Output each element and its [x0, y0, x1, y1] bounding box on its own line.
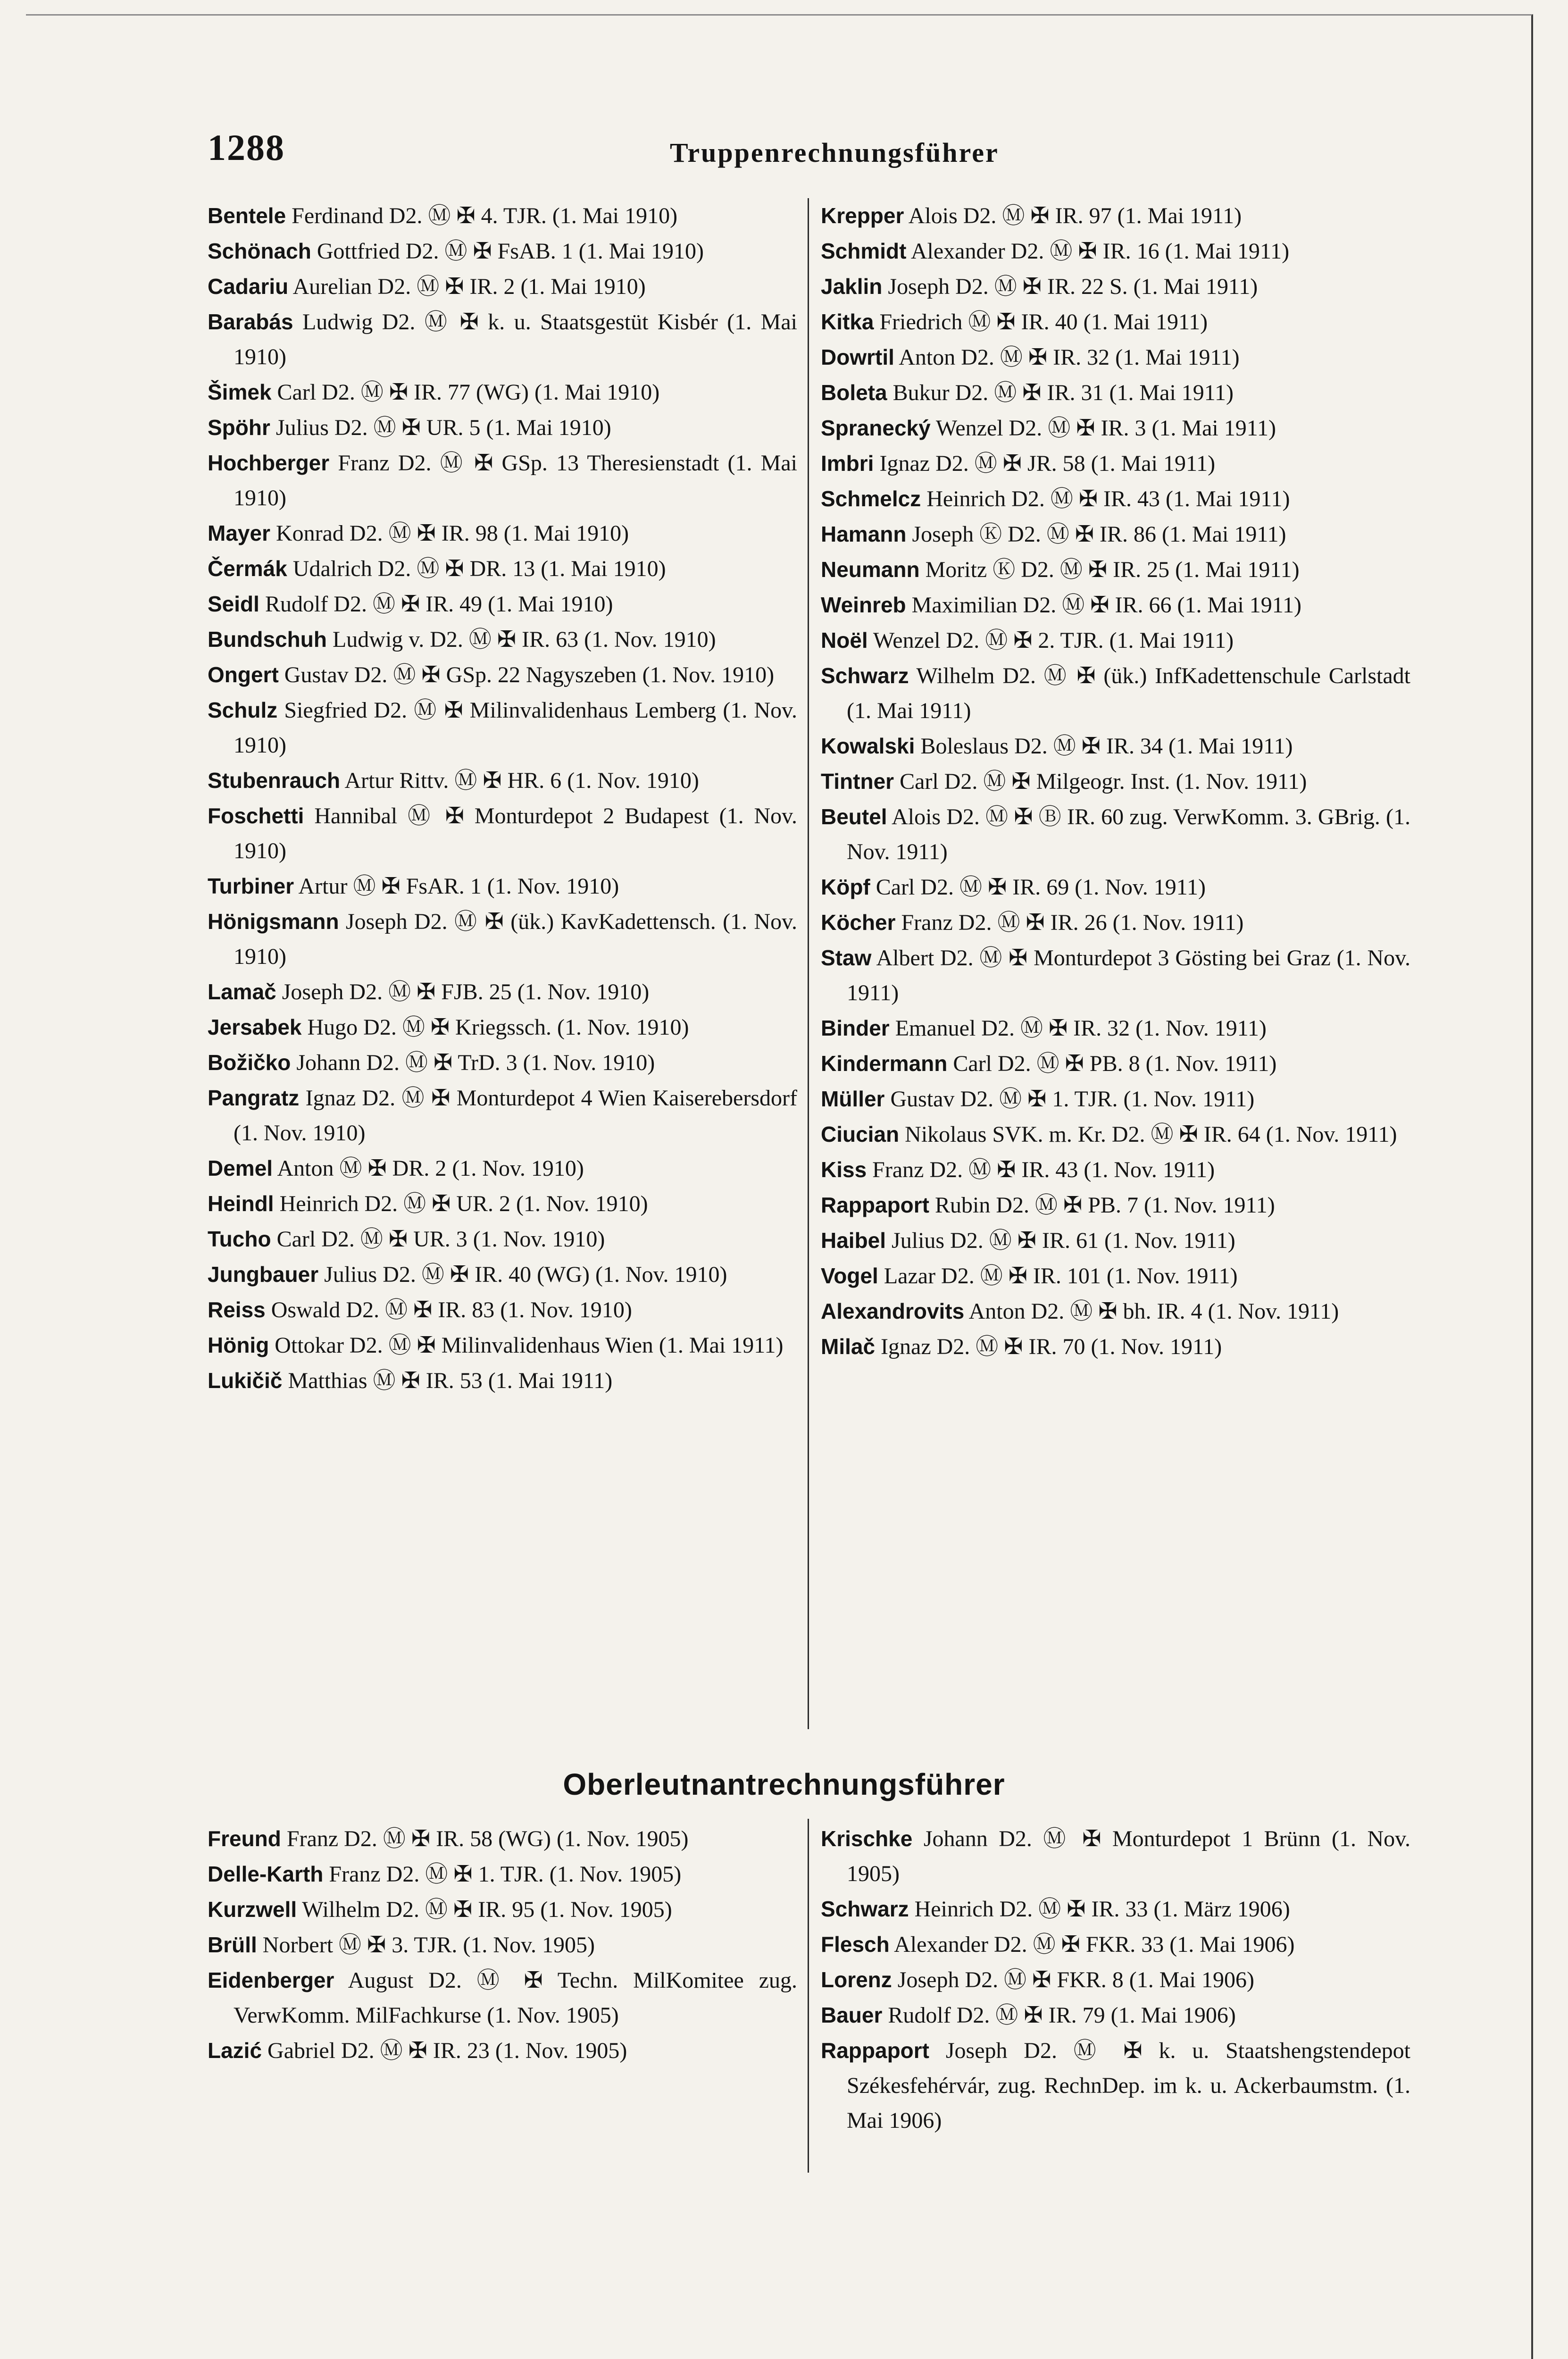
- officer-details: Friedrich Ⓜ ✠ IR. 40 (1. Mai 1911): [879, 310, 1208, 335]
- officer-surname: Ongert: [208, 662, 279, 687]
- officer-surname: Köpf: [821, 875, 870, 899]
- section-title: Oberleutnantrechnungsführer: [563, 1767, 1005, 1801]
- officer-details: Aurelian D2. Ⓜ ✠ IR. 2 (1. Mai 1910): [292, 274, 646, 299]
- officer-details: Carl D2. Ⓜ ✠ IR. 77 (WG) (1. Mai 1910): [277, 380, 660, 405]
- officer-entry: [821, 658, 1410, 728]
- officer-details: Joseph D2. Ⓜ ✠ k. u. Staatshengstendepot Székesfehérvár, zug. RechnDep. im k. u. Ackerbaumstm. (1. Mai 1906): [847, 2038, 1410, 2133]
- officer-entry: [208, 269, 797, 304]
- officer-details: Anton D2. Ⓜ ✠ bh. IR. 4 (1. Nov. 1911): [968, 1299, 1339, 1324]
- officer-entry: [208, 375, 797, 410]
- officer-surname: Eidenberger: [208, 1968, 334, 1992]
- officer-surname: Noël: [821, 628, 868, 652]
- officer-entry: [821, 340, 1410, 375]
- officer-surname: Barabás: [208, 310, 293, 334]
- officer-details: Johann D2. Ⓜ ✠ TrD. 3 (1. Nov. 1910): [296, 1050, 655, 1075]
- officer-details: Maximilian D2. Ⓜ ✠ IR. 66 (1. Mai 1911): [911, 593, 1302, 618]
- officer-details: Franz D2. Ⓜ ✠ IR. 43 (1. Nov. 1911): [872, 1157, 1215, 1182]
- officer-details: Emanuel D2. Ⓜ ✠ IR. 32 (1. Nov. 1911): [895, 1016, 1267, 1041]
- officer-entry: [208, 1186, 797, 1221]
- officer-entry: [208, 869, 797, 904]
- officer-details: Julius D2. Ⓜ ✠ IR. 40 (WG) (1. Nov. 1910): [324, 1262, 727, 1287]
- officer-entry: [821, 481, 1410, 517]
- officer-details: Joseph D2. Ⓜ ✠ FKR. 8 (1. Mai 1906): [897, 1967, 1254, 1992]
- officer-entry: [821, 304, 1410, 340]
- officer-surname: Turbiner: [208, 874, 294, 898]
- officer-surname: Alexandrovits: [821, 1299, 965, 1323]
- officer-surname: Hamann: [821, 522, 907, 546]
- officer-details: Albert D2. Ⓜ ✠ Monturdepot 3 Gösting bei Graz (1. Nov. 1911): [847, 945, 1410, 1005]
- officer-entry: [821, 198, 1410, 234]
- officer-surname: Boleta: [821, 380, 887, 405]
- officer-entry: [208, 1927, 797, 1963]
- officer-details: Franz D2. Ⓜ ✠ IR. 26 (1. Nov. 1911): [901, 910, 1244, 935]
- officer-surname: Krischke: [821, 1826, 913, 1851]
- officer-entry: [208, 1963, 797, 2033]
- officer-details: Anton Ⓜ ✠ DR. 2 (1. Nov. 1910): [277, 1156, 584, 1181]
- officer-details: Anton D2. Ⓜ ✠ IR. 32 (1. Mai 1911): [899, 345, 1240, 370]
- officer-details: Ferdinand D2. Ⓜ ✠ 4. TJR. (1. Mai 1910): [292, 203, 678, 228]
- officer-entry: [821, 1891, 1410, 1927]
- officer-surname: Seidl: [208, 592, 259, 616]
- officer-surname: Čermák: [208, 556, 287, 581]
- officer-details: Matthias Ⓜ ✠ IR. 53 (1. Mai 1911): [288, 1368, 613, 1393]
- officer-entry: [208, 516, 797, 551]
- officer-details: Norbert Ⓜ ✠ 3. TJR. (1. Nov. 1905): [262, 1932, 595, 1957]
- officer-entry: [821, 1962, 1410, 1998]
- section2-right-column: [821, 1821, 1410, 2138]
- officer-details: Artur Ⓜ ✠ FsAR. 1 (1. Nov. 1910): [298, 874, 619, 899]
- officer-details: Joseph Ⓚ D2. Ⓜ ✠ IR. 86 (1. Mai 1911): [912, 522, 1286, 547]
- officer-entry: [821, 269, 1410, 304]
- officer-entry: [208, 1328, 797, 1363]
- officer-entry: [208, 304, 797, 375]
- officer-surname: Hönig: [208, 1333, 269, 1357]
- officer-entry: [821, 1927, 1410, 1962]
- officer-surname: Tintner: [821, 769, 894, 794]
- officer-details: Rudolf D2. Ⓜ ✠ IR. 79 (1. Mai 1906): [888, 2003, 1236, 2028]
- officer-surname: Pangratz: [208, 1086, 300, 1110]
- officer-surname: Reiss: [208, 1297, 266, 1322]
- officer-surname: Rappaport: [821, 1193, 929, 1217]
- officer-entry: [821, 375, 1410, 410]
- officer-entry: [821, 1223, 1410, 1258]
- officer-surname: Schmelcz: [821, 486, 921, 511]
- officer-details: Wilhelm D2. Ⓜ ✠ (ük.) InfKadettenschule Carlstadt (1. Mai 1911): [847, 663, 1410, 723]
- officer-entry: [208, 904, 797, 974]
- officer-details: Alois D2. Ⓜ ✠ IR. 97 (1. Mai 1911): [908, 203, 1242, 228]
- column-divider: [808, 198, 809, 1729]
- officer-surname: Spöhr: [208, 415, 270, 440]
- officer-details: Gustav D2. Ⓜ ✠ 1. TJR. (1. Nov. 1911): [890, 1087, 1255, 1112]
- officer-entry: [208, 1292, 797, 1328]
- officer-surname: Jersabek: [208, 1015, 302, 1039]
- officer-details: Hugo D2. Ⓜ ✠ Kriegssch. (1. Nov. 1910): [307, 1015, 689, 1040]
- officer-entry: [208, 234, 797, 269]
- officer-entry: [821, 2033, 1410, 2138]
- officer-details: Julius D2. Ⓜ ✠ UR. 5 (1. Mai 1910): [275, 415, 611, 440]
- officer-details: Artur Rittv. Ⓜ ✠ HR. 6 (1. Nov. 1910): [344, 768, 699, 793]
- officer-details: Ignaz D2. Ⓜ ✠ IR. 70 (1. Nov. 1911): [881, 1334, 1222, 1359]
- officer-details: Nikolaus SVK. m. Kr. D2. Ⓜ ✠ IR. 64 (1. Nov. 1911): [905, 1122, 1397, 1147]
- officer-entry: [208, 1010, 797, 1045]
- officer-entry: [208, 622, 797, 657]
- officer-surname: Hönigsmann: [208, 909, 339, 934]
- officer-details: August D2. Ⓜ ✠ Techn. MilKomitee zug. VerwKomm. MilFachkurse (1. Nov. 1905): [234, 1968, 797, 2028]
- officer-details: Julius D2. Ⓜ ✠ IR. 61 (1. Nov. 1911): [892, 1228, 1235, 1253]
- officer-surname: Krepper: [821, 203, 904, 228]
- officer-entry: [208, 1857, 797, 1892]
- officer-details: Wenzel D2. Ⓜ ✠ IR. 3 (1. Mai 1911): [935, 416, 1276, 441]
- officer-surname: Flesch: [821, 1932, 890, 1957]
- officer-surname: Mayer: [208, 521, 270, 545]
- officer-details: Carl D2. Ⓜ ✠ UR. 3 (1. Nov. 1910): [276, 1227, 605, 1252]
- officer-entry: [821, 552, 1410, 587]
- officer-details: Bukur D2. Ⓜ ✠ IR. 31 (1. Mai 1911): [892, 380, 1234, 405]
- officer-surname: Jaklin: [821, 274, 883, 299]
- officer-entry: [821, 1329, 1410, 1364]
- officer-surname: Bundschuh: [208, 627, 327, 652]
- officer-entry: [821, 1081, 1410, 1117]
- officer-surname: Schmidt: [821, 239, 907, 263]
- officer-surname: Ciucian: [821, 1122, 900, 1146]
- officer-details: Heinrich D2. Ⓜ ✠ IR. 33 (1. März 1906): [914, 1897, 1290, 1922]
- officer-surname: Lorenz: [821, 1967, 892, 1992]
- officer-entry: [821, 905, 1410, 940]
- officer-details: Johann D2. Ⓜ ✠ Monturdepot 1 Brünn (1. Nov. 1905): [847, 1826, 1411, 1886]
- officer-details: Gottfried D2. Ⓜ ✠ FsAB. 1 (1. Mai 1910): [317, 239, 704, 264]
- officer-details: Boleslaus D2. Ⓜ ✠ IR. 34 (1. Mai 1911): [920, 734, 1293, 759]
- officer-surname: Kiss: [821, 1157, 867, 1182]
- officer-details: Alexander D2. Ⓜ ✠ IR. 16 (1. Mai 1911): [910, 239, 1290, 264]
- officer-surname: Freund: [208, 1826, 281, 1851]
- officer-surname: Spranecký: [821, 416, 931, 440]
- officer-entry: [821, 517, 1410, 552]
- officer-details: Rubin D2. Ⓜ ✠ PB. 7 (1. Nov. 1911): [935, 1193, 1275, 1218]
- officer-details: Joseph D2. Ⓜ ✠ IR. 22 S. (1. Mai 1911): [888, 274, 1258, 299]
- officer-details: Hannibal Ⓜ ✠ Monturdepot 2 Budapest (1. Nov. 1910): [234, 803, 797, 863]
- officer-surname: Schönach: [208, 239, 311, 263]
- running-title: Truppenrechnungsführer: [670, 137, 999, 168]
- officer-surname: Haibel: [821, 1228, 886, 1253]
- column-divider: [808, 1819, 809, 2173]
- officer-surname: Kindermann: [821, 1051, 948, 1076]
- officer-entry: [208, 1892, 797, 1927]
- officer-surname: Lazić: [208, 2038, 262, 2063]
- officer-details: Siegfried D2. Ⓜ ✠ Milinvalidenhaus Lemberg (1. Nov. 1910): [234, 698, 798, 758]
- officer-details: Joseph D2. Ⓜ ✠ (ük.) KavKadettensch. (1. Nov. 1910): [234, 909, 797, 969]
- officer-surname: Weinreb: [821, 593, 906, 617]
- officer-surname: Lamač: [208, 979, 276, 1004]
- officer-entry: [821, 446, 1410, 481]
- officer-surname: Bauer: [821, 2003, 883, 2027]
- officer-entry: [208, 1363, 797, 1398]
- officer-details: Heinrich D2. Ⓜ ✠ IR. 43 (1. Mai 1911): [926, 486, 1290, 511]
- officer-entry: [208, 693, 797, 763]
- officer-entry: [208, 798, 797, 869]
- officer-entry: [208, 1151, 797, 1186]
- officer-details: Ottokar D2. Ⓜ ✠ Milinvalidenhaus Wien (1. Mai 1911): [275, 1333, 784, 1358]
- officer-surname: Kurzwell: [208, 1897, 297, 1922]
- officer-surname: Dowrtil: [821, 345, 894, 369]
- officer-surname: Lukičič: [208, 1368, 283, 1393]
- officer-entry: [821, 587, 1410, 623]
- officer-entry: [208, 1080, 797, 1151]
- officer-details: Rudolf D2. Ⓜ ✠ IR. 49 (1. Mai 1910): [265, 592, 613, 617]
- officer-details: Franz D2. Ⓜ ✠ 1. TJR. (1. Nov. 1905): [329, 1862, 682, 1887]
- officer-entry: [821, 728, 1410, 764]
- officer-entry: [208, 657, 797, 693]
- officer-entry: [208, 1257, 797, 1292]
- officer-details: Gabriel D2. Ⓜ ✠ IR. 23 (1. Nov. 1905): [267, 2038, 627, 2063]
- officer-details: Carl D2. Ⓜ ✠ Milgeogr. Inst. (1. Nov. 1911): [900, 769, 1307, 794]
- officer-surname: Schwarz: [821, 663, 909, 688]
- officer-surname: Imbri: [821, 451, 874, 476]
- officer-surname: Heindl: [208, 1191, 274, 1216]
- officer-details: Moritz Ⓚ D2. Ⓜ ✠ IR. 25 (1. Mai 1911): [925, 557, 1300, 582]
- officer-surname: Kitka: [821, 310, 874, 334]
- officer-entry: [821, 234, 1410, 269]
- officer-details: Ludwig v. D2. Ⓜ ✠ IR. 63 (1. Nov. 1910): [332, 627, 716, 652]
- officer-surname: Tucho: [208, 1227, 271, 1251]
- officer-surname: Schwarz: [821, 1897, 909, 1921]
- officer-entry: [821, 1258, 1410, 1294]
- officer-entry: [821, 410, 1410, 446]
- officer-entry: [821, 940, 1410, 1011]
- officer-surname: Božičko: [208, 1050, 291, 1075]
- officer-surname: Stubenrauch: [208, 768, 341, 793]
- officer-entry: [208, 410, 797, 445]
- officer-surname: Delle-Karth: [208, 1862, 324, 1886]
- officer-entry: [208, 974, 797, 1010]
- officer-entry: [821, 1821, 1410, 1891]
- officer-details: Konrad D2. Ⓜ ✠ IR. 98 (1. Mai 1910): [275, 521, 629, 546]
- officer-details: Heinrich D2. Ⓜ ✠ UR. 2 (1. Nov. 1910): [279, 1191, 648, 1216]
- officer-surname: Vogel: [821, 1263, 878, 1288]
- officer-entry: [208, 2033, 797, 2068]
- officer-entry: [821, 799, 1410, 870]
- officer-surname: Cadariu: [208, 274, 289, 299]
- officer-details: Joseph D2. Ⓜ ✠ FJB. 25 (1. Nov. 1910): [282, 979, 650, 1004]
- officer-details: Oswald D2. Ⓜ ✠ IR. 83 (1. Nov. 1910): [271, 1297, 632, 1322]
- officer-entry: [208, 1821, 797, 1857]
- officer-surname: Schulz: [208, 698, 278, 722]
- section2-left-column: [208, 1821, 797, 2068]
- officer-surname: Binder: [821, 1016, 890, 1040]
- officer-details: Ignaz D2. Ⓜ ✠ Monturdepot 4 Wien Kaiserebersdorf (1. Nov. 1910): [234, 1086, 797, 1146]
- page-number: 1288: [208, 127, 285, 168]
- officer-entry: [821, 1294, 1410, 1329]
- officer-surname: Foschetti: [208, 803, 304, 828]
- officer-details: Ludwig D2. Ⓜ ✠ k. u. Staatsgestüt Kisbér (1. Mai 1910): [234, 310, 797, 369]
- officer-details: Lazar D2. Ⓜ ✠ IR. 101 (1. Nov. 1911): [884, 1263, 1238, 1288]
- officer-surname: Milač: [821, 1334, 876, 1359]
- officer-surname: Beutel: [821, 804, 887, 829]
- officer-details: Ignaz D2. Ⓜ ✠ JR. 58 (1. Mai 1911): [879, 451, 1216, 476]
- officer-surname: Bentele: [208, 203, 286, 228]
- officer-details: Wilhelm D2. Ⓜ ✠ IR. 95 (1. Nov. 1905): [302, 1897, 672, 1922]
- officer-surname: Hochberger: [208, 451, 330, 475]
- officer-entry: [821, 1117, 1410, 1152]
- section1-left-column: [208, 198, 797, 1398]
- officer-surname: Demel: [208, 1156, 273, 1180]
- officer-details: Gustav D2. Ⓜ ✠ GSp. 22 Nagyszeben (1. Nov. 1910): [284, 662, 775, 687]
- officer-details: Franz D2. Ⓜ ✠ IR. 58 (WG) (1. Nov. 1905): [286, 1826, 689, 1851]
- officer-entry: [208, 445, 797, 516]
- officer-entry: [821, 1998, 1410, 2033]
- officer-details: Alois D2. Ⓜ ✠ Ⓑ IR. 60 zug. VerwKomm. 3. GBrig. (1. Nov. 1911): [847, 804, 1410, 864]
- officer-details: Carl D2. Ⓜ ✠ IR. 69 (1. Nov. 1911): [876, 875, 1206, 900]
- officer-surname: Rappaport: [821, 2038, 929, 2063]
- officer-entry: [821, 1011, 1410, 1046]
- officer-details: Wenzel D2. Ⓜ ✠ 2. TJR. (1. Mai 1911): [873, 628, 1234, 653]
- officer-entry: [821, 1046, 1410, 1081]
- officer-entry: [821, 1152, 1410, 1188]
- officer-entry: [821, 1188, 1410, 1223]
- officer-surname: Neumann: [821, 557, 920, 582]
- officer-surname: Brüll: [208, 1932, 257, 1957]
- officer-entry: [821, 764, 1410, 799]
- officer-surname: Šimek: [208, 380, 272, 404]
- officer-surname: Jungbauer: [208, 1262, 319, 1287]
- officer-entry: [208, 1045, 797, 1080]
- officer-details: Franz D2. Ⓜ ✠ GSp. 13 Theresienstadt (1. Mai 1910): [234, 451, 797, 510]
- section1-right-column: [821, 198, 1410, 1364]
- officer-surname: Müller: [821, 1087, 885, 1111]
- officer-details: Alexander D2. Ⓜ ✠ FKR. 33 (1. Mai 1906): [894, 1932, 1295, 1957]
- officer-details: Carl D2. Ⓜ ✠ PB. 8 (1. Nov. 1911): [953, 1051, 1277, 1076]
- officer-details: Udalrich D2. Ⓜ ✠ DR. 13 (1. Mai 1910): [292, 556, 666, 581]
- officer-entry: [208, 586, 797, 622]
- officer-entry: [821, 870, 1410, 905]
- officer-entry: [821, 623, 1410, 658]
- officer-surname: Staw: [821, 945, 872, 970]
- officer-entry: [208, 551, 797, 586]
- officer-entry: [208, 763, 797, 798]
- officer-entry: [208, 198, 797, 234]
- officer-entry: [208, 1221, 797, 1257]
- officer-surname: Köcher: [821, 910, 896, 935]
- officer-surname: Kowalski: [821, 734, 915, 758]
